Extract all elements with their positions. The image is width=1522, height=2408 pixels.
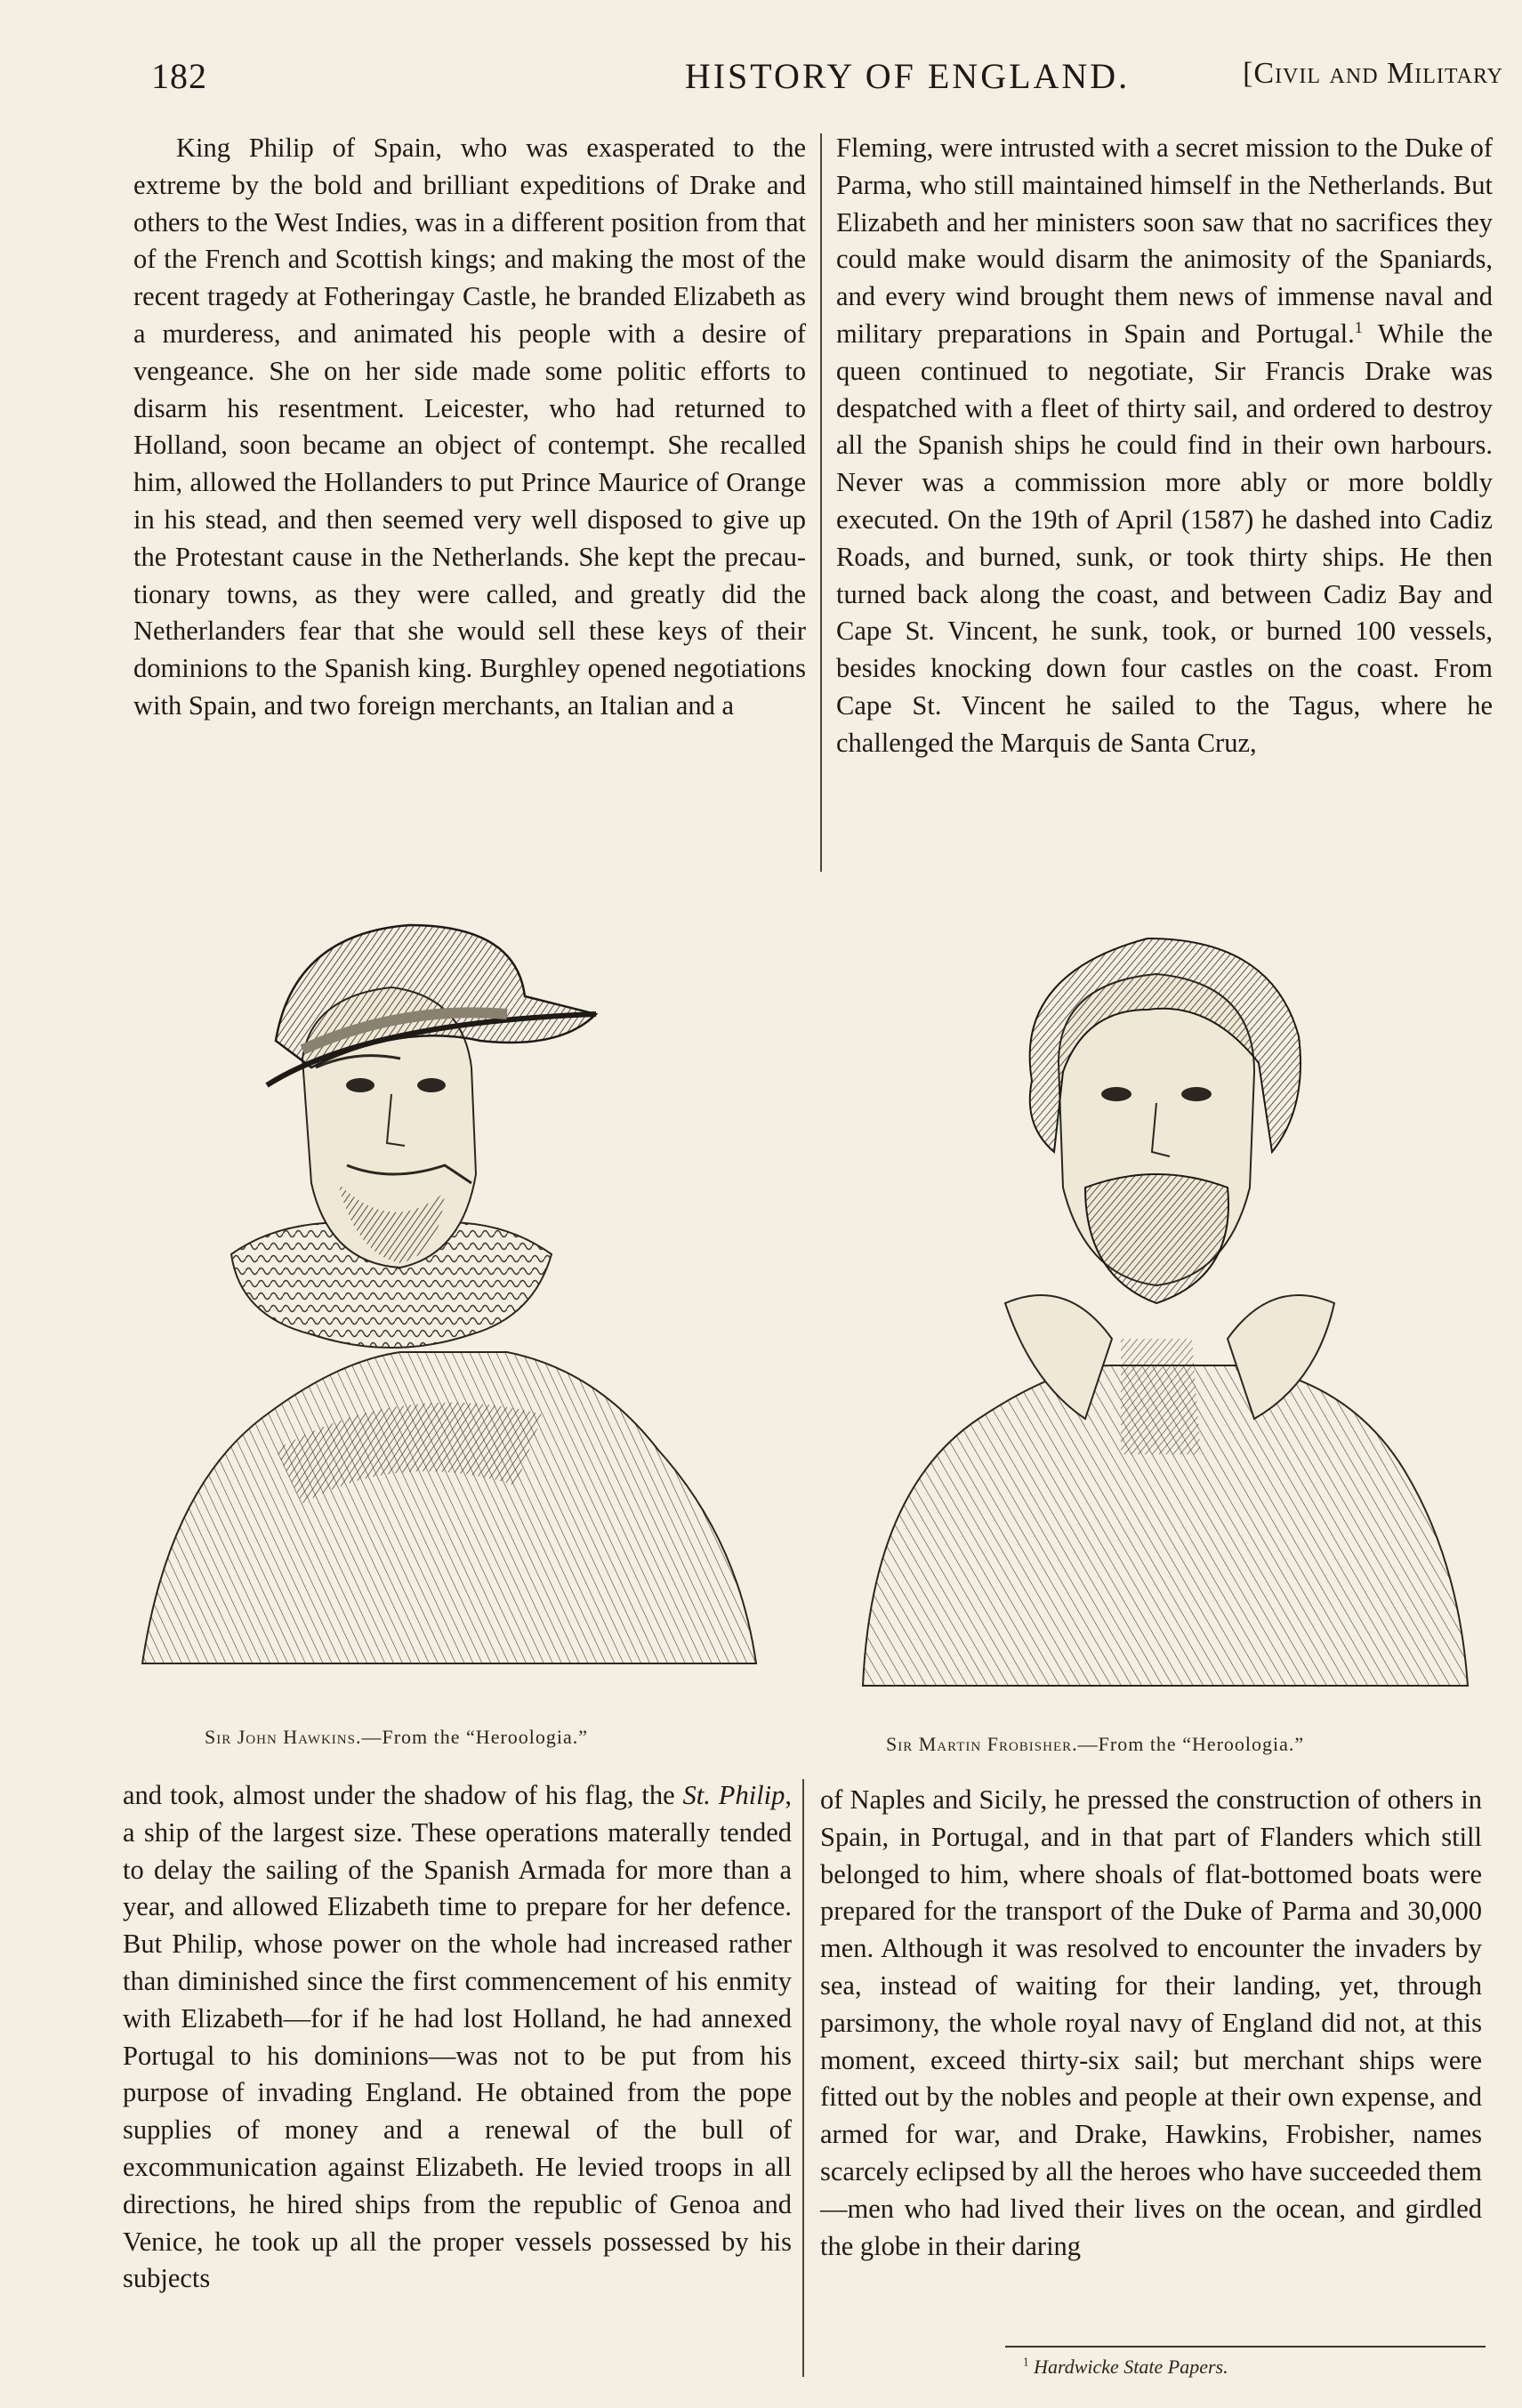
caption-subject: Sir John Hawkins. xyxy=(205,1726,362,1748)
ship-name: St. Philip xyxy=(682,1780,785,1810)
text-column-bottom-right xyxy=(820,1782,1482,2324)
caption-subject: Sir Martin Frobisher. xyxy=(886,1733,1078,1755)
paragraph xyxy=(836,130,1493,762)
text-column-bottom-left xyxy=(123,1777,792,2379)
column-rule xyxy=(802,1779,804,2377)
figure-caption-frobisher xyxy=(886,1733,1304,1756)
paragraph: of Naples and Sicily, he pressed the construction of others in Spain, in Portugal, and in that part of Flanders which still belonged to him, where shoals of flat-bottomed boats were prepared for the transport of the Duke of Parma and 30,000 men. Although it was resolved to encounter the invaders by sea, instead of waiting for their landing, yet, through parsimony, the whole royal navy of England did not, at this moment, exceed thirty-six sail; but merchant ships were fitted out by the nobles and people at their own expense, and armed for war, and Drake, Hawkins, Frobisher, names scarcely eclipsed by all the heroes who have succeeded them—men who had lived their lives on the ocean, and girdled the globe in their daring xyxy=(820,1784,1482,2261)
paragraph: King Philip of Spain, who was exasperated to the extreme by the bold and brilliant expeditions of Drake and others to the West Indies, was in a different position from that of the French and Scottish kings; and making the most of the recent tragedy at Fotheringay Castle, he branded Elizabeth as a murderess, and animated his people with a desire of vengeance. She on her side made some politic efforts to disarm his resentment. Leicester, who had returned to Holland, soon became an object of contempt. She recalled him, allowed the Hollanders to put Prince Maurice of Orange in his stead, and then seemed very well disposed to give up the Protestant cause in the Netherlands. She kept the precautionary towns, as they were called, and greatly did the Netherlanders fear that she would sell these keys of their dominions to the Spanish king. Burghley opened negotiations with Spain, and two foreign merchants, an Italian and a xyxy=(133,133,806,721)
frobisher-portrait-image xyxy=(854,921,1477,1699)
portrait-engraving-hawkins xyxy=(133,916,774,1681)
paragraph-text: Fleming, were intrusted with a secret mission to the Duke of Parma, who still maintained himself in the Netherlands. But Elizabeth and her ministers soon saw that no sacrifices they could make would disarm the animosity of the Spaniards, and every wind brought them news of immense naval and military preparations in Spain and Portugal. xyxy=(836,133,1493,349)
running-title: HISTORY OF ENGLAND. xyxy=(684,56,1131,96)
paragraph-text: While the queen continued to negotiate, Sir Francis Drake was despatched with a fleet of thirty sail, and ordered to destroy all the Spanish ships he could find in their own harbours. Never was a commission more ably or more boldly executed. On the 19th of April (1587) he dashed into Cadiz Roads, and burned, sunk, or took thirty ships. He then turned back along the coast, and between Cadiz Bay and Cape St. Vincent, he sunk, took, or burned 100 vessels, besides knocking down four castles on the coast. From Cape St. Vincent he sailed to the Tagus, where he challenged the Marquis de Santa Cruz, xyxy=(836,318,1493,758)
column-rule xyxy=(820,133,822,872)
text-column-top-left xyxy=(133,130,806,875)
footnote-reference: 1 xyxy=(1354,318,1363,336)
footnote-rule xyxy=(1005,2346,1486,2348)
paragraph xyxy=(123,1777,792,2298)
paragraph-text: and took, almost under the shadow of his flag, the xyxy=(123,1780,683,1810)
caption-source: —From the “Heroologia.” xyxy=(1077,1733,1305,1755)
caption-source: —From the “Heroologia.” xyxy=(361,1726,589,1748)
paragraph-text: , a ship of the largest size. These operations materally tended to delay the sailing of the Spanish Armada for more than a year, and allowed Elizabeth time to prepare for her defence. But Philip, whose power on the whole had increased rather than diminished since the first commencement of his enmity with Elizabeth—for if he had lost Holland, he had annexed Portugal to his dominions—was not to be put from his purpose of invading England. He obtained from the pope supplies of money and a renewal of the bull of excommunication against Elizabeth. He levied troops in all directions, he hired ships from the republic of Genoa and Venice, he took up all the proper vessels possessed by his subjects xyxy=(123,1780,792,2294)
footnote-text: Hardwicke State Papers. xyxy=(1034,2356,1228,2378)
hawkins-portrait-image xyxy=(133,916,774,1681)
footnote xyxy=(1023,2356,1228,2379)
page-number: 182 xyxy=(151,56,207,96)
section-heading: [Civil and Military xyxy=(1243,57,1503,90)
footnote-marker: 1 xyxy=(1023,2355,1029,2369)
figure-caption-hawkins xyxy=(205,1726,588,1749)
running-header xyxy=(151,55,1503,109)
text-column-top-right xyxy=(836,130,1493,875)
portrait-engraving-frobisher xyxy=(854,921,1477,1699)
